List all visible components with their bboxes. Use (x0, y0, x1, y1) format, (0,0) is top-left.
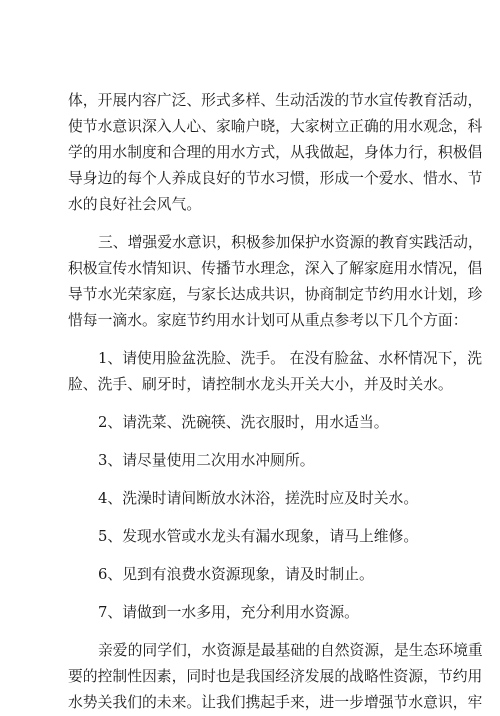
list-item: 7、请做到一水多用，充分利用水资源。 (98, 604, 359, 621)
list-item: 4、洗澡时请间断放水沐浴，搓洗时应及时关水。 (98, 490, 419, 507)
list-item: 2、请洗菜、洗碗筷、洗衣服时，用水适当。 (98, 414, 389, 431)
paragraph-line: 导节水光荣家庭，与家长达成共识，协商制定节约用水计划，珍 (68, 286, 483, 303)
paragraph-line: 水的良好社会风气。 (68, 196, 202, 213)
paragraph-line: 学的用水制度和合理的用水方式，从我做起，身体力行，积极倡 (68, 144, 483, 161)
list-item-line: 脸、洗手、刷牙时，请控制水龙头开关大小，并及时关水。 (68, 376, 453, 393)
paragraph-line: 要的控制性因素，同时也是我国经济发展的战略性资源，节约用 (68, 668, 483, 685)
paragraph-gap (68, 626, 440, 638)
paragraph-gap (68, 474, 440, 486)
paragraph-line: 惜每一滴水。家庭节约用水计划可从重点参考以下几个方面： (68, 312, 468, 329)
paragraph-gap (68, 334, 440, 346)
paragraph-gap (68, 512, 440, 524)
paragraph-line: 亲爱的同学们，水资源是最基础的自然资源，是生态环境重 (98, 642, 483, 659)
paragraph-line: 导身边的每个人养成良好的节水习惯，形成一个爱水、惜水、节 (68, 170, 483, 187)
paragraph-gap (68, 588, 440, 600)
list-item: 3、请尽量使用二次用水冲厕所。 (98, 452, 315, 469)
paragraph-line: 体，开展内容广泛、形式多样、生动活泼的节水宣传教育活动， (68, 92, 483, 109)
list-item-line: 1、请使用脸盆洗脸、洗手。 在没有脸盆、水杯情况下，洗 (98, 350, 483, 367)
paragraph-gap (68, 218, 440, 230)
list-item: 5、发现水管或水龙头有漏水现象，请马上维修。 (98, 528, 419, 545)
paragraph-gap (68, 550, 440, 562)
list-item: 6、见到有浪费水资源现象，请及时制止。 (98, 566, 374, 583)
paragraph-line: 积极宣传水情知识、传播节水理念，深入了解家庭用水情况，倡 (68, 260, 483, 277)
document-body (68, 88, 483, 716)
paragraph-gap (68, 436, 440, 448)
paragraph-line: 使节水意识深入人心、家喻户晓，大家树立正确的用水观念，科 (68, 118, 483, 135)
paragraph-gap (68, 398, 440, 410)
paragraph-line: 三、增强爱水意识，积极参加保护水资源的教育实践活动， (98, 234, 483, 251)
paragraph-line: 水势关我们的未来。让我们携起手来，进一步增强节水意识，牢 (68, 694, 483, 711)
